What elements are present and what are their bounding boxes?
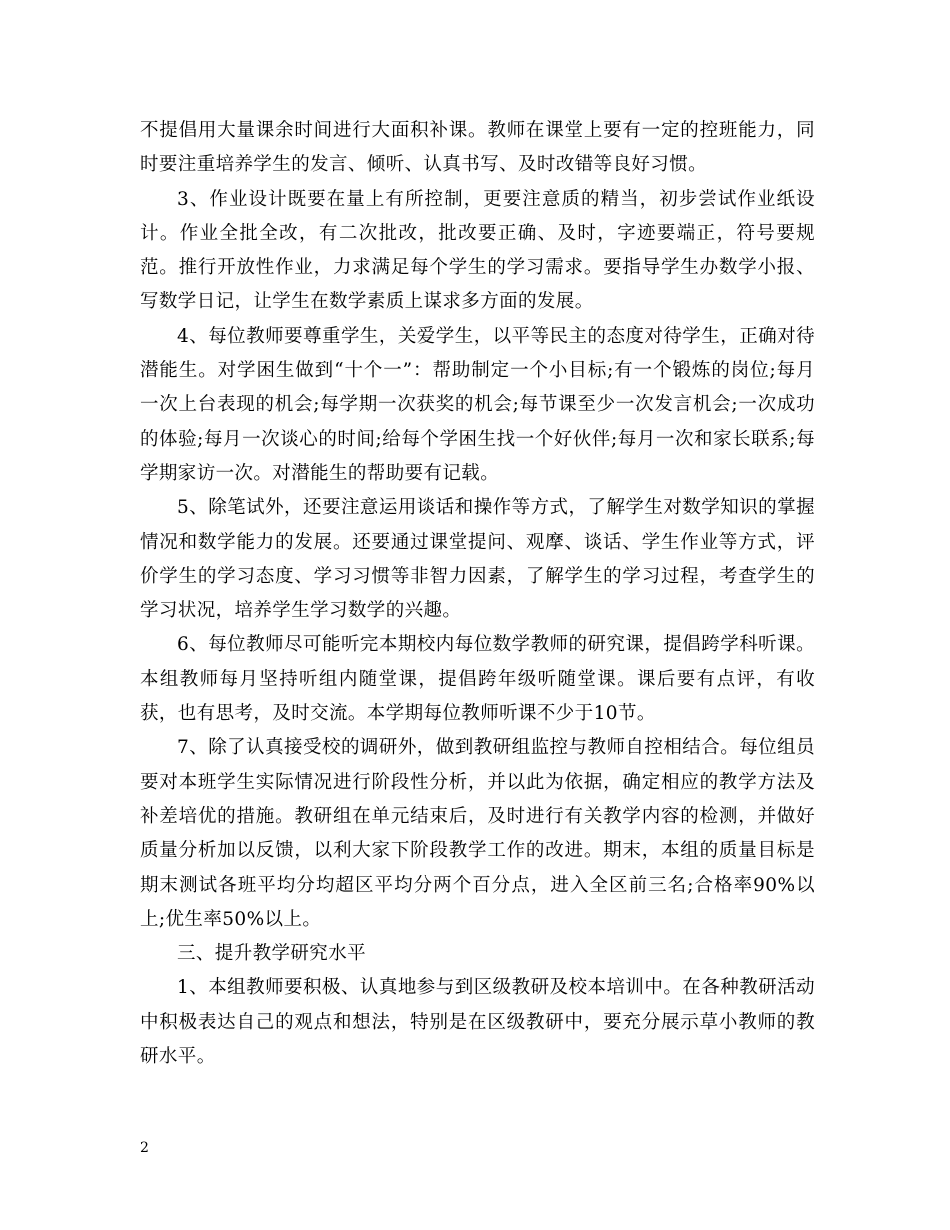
section-heading-3: 三、提升教学研究水平 — [177, 943, 367, 965]
paragraph-item-6: 6、每位教师尽可能听完本期校内每位数学教师的研究课，提倡跨学科听课。本组教师每月坚持听组内随堂课，提倡跨年级听随堂课。课后要有点评，有收获，也有思考，及时交流。本学期每位教师听课不少于10节。 — [140, 634, 815, 725]
document-body — [140, 114, 815, 1074]
paragraph-item-4: 4、每位教师要尊重学生，关爱学生，以平等民主的态度对待学生，正确对待潜能生。对学困生做到“十个一”：帮助制定一个小目标;有一个锻炼的岗位;每月一次上台表现的机会;每学期一次获奖的机会;每节课至少一次发言机会;一次成功的体验;每月一次谈心的时间;给每个学困生找一个好伙伴;每月一次和家长联系;每学期家访一次。对潜能生的帮助要有记载。 — [140, 325, 815, 484]
paragraph-item-5: 5、除笔试外，还要注意运用谈话和操作等方式，了解学生对数学知识的掌握情况和数学能力的发展。还要通过课堂提问、观摩、谈话、学生作业等方式，评价学生的学习态度、学习习惯等非智力因素，了解学生的学习过程，考查学生的学习状况，培养学生学习数学的兴趣。 — [140, 497, 815, 622]
paragraph-section3-item-1: 1、本组教师要积极、认真地参与到区级教研及校本培训中。在各种教研活动中积极表达自己的观点和想法，特别是在区级教研中，要充分展示草小教师的教研水平。 — [140, 977, 815, 1068]
paragraph-item-3: 3、作业设计既要在量上有所控制，更要注意质的精当，初步尝试作业纸设计。作业全批全改，有二次批改，批改要正确、及时，字迹要端正，符号要规范。推行开放性作业，力求满足每个学生的学习需求。要指导学生办数学小报、写数学日记，让学生在数学素质上谋求多方面的发展。 — [140, 188, 815, 313]
paragraph-1: 不提倡用大量课余时间进行大面积补课。教师在课堂上要有一定的控班能力，同时要注重培养学生的发言、倾听、认真书写、及时改错等良好习惯。 — [140, 120, 815, 176]
paragraph-item-7: 7、除了认真接受校的调研外，做到教研组监控与教师自控相结合。每位组员要对本班学生实际情况进行阶段性分析，并以此为依据，确定相应的教学方法及补差培优的措施。教研组在单元结束后，及时进行有关教学内容的检测，并做好质量分析加以反馈，以利大家下阶段教学工作的改进。期末，本组的质量目标是期末测试各班平均分均超区平均分两个百分点，进入全区前三名;合格率90%以上;优生率50%以上。 — [140, 737, 815, 930]
page-number: 2 — [140, 1140, 149, 1156]
